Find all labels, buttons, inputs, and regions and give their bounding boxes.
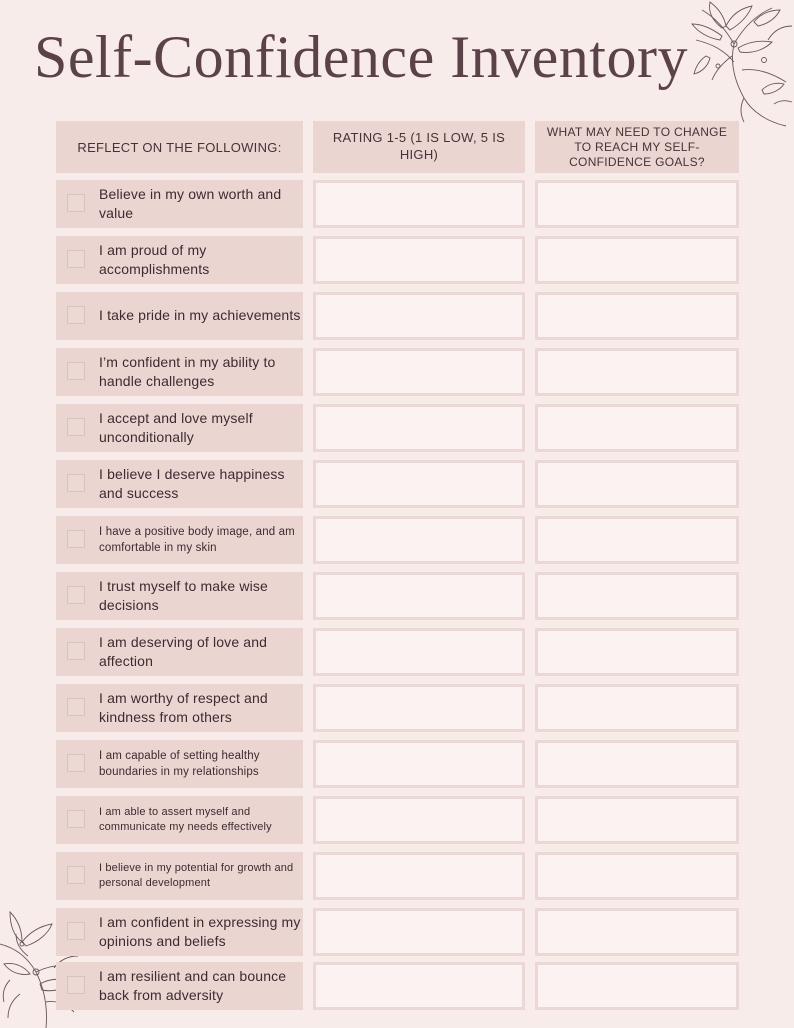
table-row — [0, 962, 794, 1010]
table-row — [0, 348, 794, 396]
reflect-cell — [56, 684, 303, 732]
rating-input[interactable] — [313, 962, 525, 1010]
item-label: I have a positive body image, and am comfortable in my skin — [99, 526, 295, 554]
reflect-cell — [56, 908, 303, 956]
item-label: I am deserving of love and affection — [99, 633, 268, 669]
rating-input[interactable] — [313, 684, 525, 732]
table-row — [0, 460, 794, 508]
item-checkbox[interactable] — [67, 754, 85, 772]
reflect-cell — [56, 516, 303, 564]
reflect-cell — [56, 572, 303, 620]
change-notes-input[interactable] — [535, 962, 739, 1010]
reflect-cell — [56, 236, 303, 284]
table-row — [0, 740, 794, 788]
item-checkbox[interactable] — [67, 362, 85, 380]
table-row — [0, 908, 794, 956]
table-row — [0, 852, 794, 900]
reflect-cell — [56, 962, 303, 1010]
table-row — [0, 516, 794, 564]
rating-input[interactable] — [313, 404, 525, 452]
item-label: I’m confident in my ability to handle challenges — [99, 353, 276, 389]
reflect-cell — [56, 740, 303, 788]
rating-input[interactable] — [313, 796, 525, 844]
item-label: I accept and love myself unconditionally — [99, 409, 253, 445]
item-label: I am worthy of respect and kindness from others — [99, 689, 268, 725]
item-checkbox[interactable] — [67, 976, 85, 994]
table-row — [0, 572, 794, 620]
item-label: I am capable of setting healthy boundaries in my relationships — [99, 750, 260, 778]
item-checkbox[interactable] — [67, 642, 85, 660]
table-row — [0, 684, 794, 732]
item-checkbox[interactable] — [67, 474, 85, 492]
table-row — [0, 404, 794, 452]
rating-input[interactable] — [313, 740, 525, 788]
item-checkbox[interactable] — [67, 866, 85, 884]
change-notes-input[interactable] — [535, 180, 739, 228]
item-label: I believe I deserve happiness and success — [99, 465, 285, 501]
change-notes-input[interactable] — [535, 236, 739, 284]
change-notes-input[interactable] — [535, 516, 739, 564]
item-checkbox[interactable] — [67, 922, 85, 940]
reflect-cell — [56, 404, 303, 452]
rating-input[interactable] — [313, 236, 525, 284]
item-checkbox[interactable] — [67, 698, 85, 716]
item-label: I take pride in my achievements — [99, 307, 301, 324]
change-notes-input[interactable] — [535, 572, 739, 620]
table-header — [0, 121, 794, 173]
change-notes-input[interactable] — [535, 796, 739, 844]
item-checkbox[interactable] — [67, 194, 85, 212]
item-checkbox[interactable] — [67, 306, 85, 324]
table-row — [0, 628, 794, 676]
rating-column-header: RATING 1-5 (1 IS LOW, 5 IS HIGH) — [313, 121, 525, 173]
change-notes-input[interactable] — [535, 348, 739, 396]
item-label: I am proud of my accomplishments — [99, 241, 210, 277]
table-row — [0, 236, 794, 284]
reflect-cell — [56, 628, 303, 676]
reflect-column-header: REFLECT ON THE FOLLOWING: — [56, 121, 303, 173]
change-notes-input[interactable] — [535, 740, 739, 788]
rating-input[interactable] — [313, 852, 525, 900]
item-label: I am resilient and can bounce back from adversity — [99, 967, 287, 1003]
change-notes-input[interactable] — [535, 404, 739, 452]
table-row — [0, 180, 794, 228]
item-checkbox[interactable] — [67, 530, 85, 548]
change-notes-input[interactable] — [535, 852, 739, 900]
table-row — [0, 796, 794, 844]
page-title: Self-Confidence Inventory — [34, 24, 688, 90]
item-label: I am confident in expressing my opinions and beliefs — [99, 913, 301, 949]
reflect-cell — [56, 180, 303, 228]
rating-input[interactable] — [313, 292, 525, 340]
change-notes-input[interactable] — [535, 628, 739, 676]
table-row — [0, 292, 794, 340]
rating-input[interactable] — [313, 180, 525, 228]
reflect-cell — [56, 292, 303, 340]
rating-input[interactable] — [313, 908, 525, 956]
change-column-header: WHAT MAY NEED TO CHANGE TO REACH MY SELF-CONFIDENCE GOALS? — [535, 121, 739, 173]
item-checkbox[interactable] — [67, 810, 85, 828]
floral-decoration-icon — [682, 0, 794, 128]
reflect-cell — [56, 796, 303, 844]
change-notes-input[interactable] — [535, 460, 739, 508]
reflect-cell — [56, 348, 303, 396]
rating-input[interactable] — [313, 516, 525, 564]
item-label: I am able to assert myself and communicate my needs effectively — [99, 805, 272, 833]
rating-input[interactable] — [313, 628, 525, 676]
rating-input[interactable] — [313, 348, 525, 396]
reflect-cell — [56, 852, 303, 900]
rating-input[interactable] — [313, 460, 525, 508]
reflect-cell — [56, 460, 303, 508]
item-checkbox[interactable] — [67, 250, 85, 268]
change-notes-input[interactable] — [535, 292, 739, 340]
change-notes-input[interactable] — [535, 684, 739, 732]
change-notes-input[interactable] — [535, 908, 739, 956]
item-checkbox[interactable] — [67, 586, 85, 604]
item-label: Believe in my own worth and value — [99, 185, 282, 221]
item-label: I believe in my potential for growth and personal development — [99, 861, 294, 889]
rating-input[interactable] — [313, 572, 525, 620]
item-checkbox[interactable] — [67, 418, 85, 436]
item-label: I trust myself to make wise decisions — [99, 577, 268, 613]
